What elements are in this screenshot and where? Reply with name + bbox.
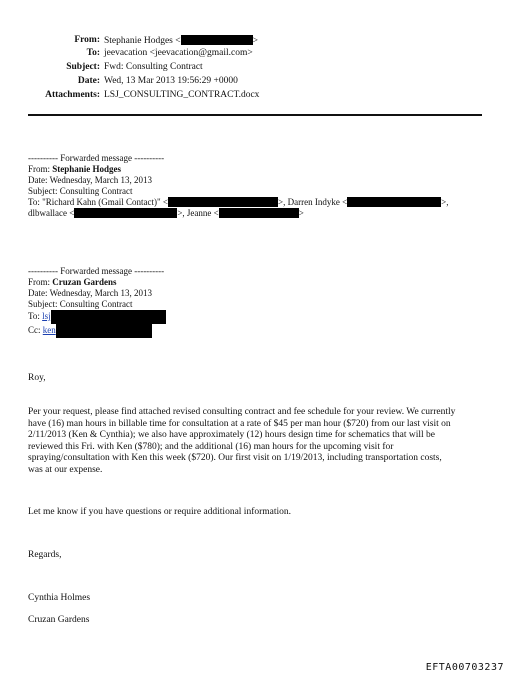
to-line2-mid: >, Jeanne <	[177, 208, 219, 218]
from-prefix: From:	[28, 277, 53, 287]
to-email-link[interactable]: lsj	[42, 311, 51, 321]
document-id: EFTA00703237	[425, 662, 504, 673]
forward-date: Date: Wednesday, March 13, 2013	[28, 288, 152, 298]
from-tail: >	[252, 36, 258, 46]
to-prefix: To: "Richard Kahn (Gmail Contact)" <	[28, 197, 169, 207]
to-value: jeevacation <jeevacation@gmail.com>	[104, 48, 253, 58]
from-prefix: From:	[28, 164, 53, 174]
to-line2-end: >	[298, 208, 304, 218]
forward-subject: Subject: Consulting Contract	[28, 299, 133, 309]
to-label: To:	[86, 48, 100, 58]
sender-name: Stephanie Hodges	[52, 164, 122, 174]
to-prefix: To:	[28, 311, 43, 321]
paragraph-line: reviewed this Fri. with Ken ($780); and the additional (16) man hours for the upcoming visit for	[28, 441, 394, 452]
forward-subject: Subject: Consulting Contract	[28, 186, 133, 196]
from-name: Stephanie Hodges <	[104, 36, 181, 46]
to-end: >,	[441, 197, 449, 207]
paragraph-line: 2/11/2013 (Ken & Cynthia); we also have approximately (12) hours design time for schematics that will be	[28, 430, 435, 440]
forward-from	[28, 164, 448, 175]
redaction-box	[347, 197, 441, 207]
sender-name: Cruzan Gardens	[52, 277, 117, 287]
forward-divider: ---------- Forwarded message ----------	[28, 153, 165, 163]
signature-name: Cynthia Holmes	[28, 593, 91, 603]
paragraph-line: Per your request, please find attached revised consulting contract and fee schedule for your review. We currently	[28, 407, 456, 417]
paragraph-line: spraying/consultation with Ken this week ($720). Our first visit on 1/19/2013, including transportation costs,	[28, 453, 442, 463]
redaction-box	[74, 208, 177, 218]
redaction-box	[168, 197, 278, 207]
forward-to-line-1	[28, 197, 448, 208]
attachment-filename[interactable]: LSJ_CONSULTING_CONTRACT.docx	[104, 90, 260, 100]
subject-value: Fwd: Consulting Contract	[104, 62, 203, 72]
redaction-box	[51, 310, 166, 324]
subject-label: Subject:	[66, 62, 100, 72]
forward-divider: ---------- Forwarded message ----------	[28, 266, 165, 276]
forward-date: Date: Wednesday, March 13, 2013	[28, 175, 152, 185]
cc-prefix: Cc:	[28, 325, 43, 335]
redaction-box	[219, 208, 299, 218]
from-value	[104, 35, 258, 46]
forwarded-message-1	[28, 153, 448, 219]
closing-line: Let me know if you have questions or require additional information.	[28, 507, 292, 517]
to-line2-start: dlbwallace <	[28, 208, 75, 218]
message-paragraph	[28, 407, 455, 476]
paragraph-line: have (16) man hours in billable time for consultation at a rate of $45 per man hour ($720) from our last visit on	[28, 418, 451, 429]
paragraph-line: was at our expense.	[28, 464, 103, 475]
header-divider	[28, 114, 482, 116]
redaction-box	[181, 35, 253, 45]
redaction-box	[56, 324, 152, 338]
greeting: Roy,	[28, 373, 46, 383]
regards: Regards,	[28, 550, 62, 560]
forwarded-message-2	[28, 266, 166, 338]
date-value: Wed, 13 Mar 2013 19:56:29 +0000	[104, 76, 238, 86]
forward-cc	[28, 324, 166, 338]
forward-to-line-2	[28, 208, 448, 219]
cc-email-link[interactable]: ken	[42, 325, 56, 335]
attachments-label: Attachments:	[45, 90, 100, 100]
to-mid: >, Darren Indyke <	[278, 197, 348, 207]
forward-to	[28, 310, 166, 324]
forward-from	[28, 277, 166, 288]
date-label: Date:	[77, 76, 100, 86]
signature-company: Cruzan Gardens	[28, 615, 90, 625]
from-label: From:	[74, 35, 100, 45]
